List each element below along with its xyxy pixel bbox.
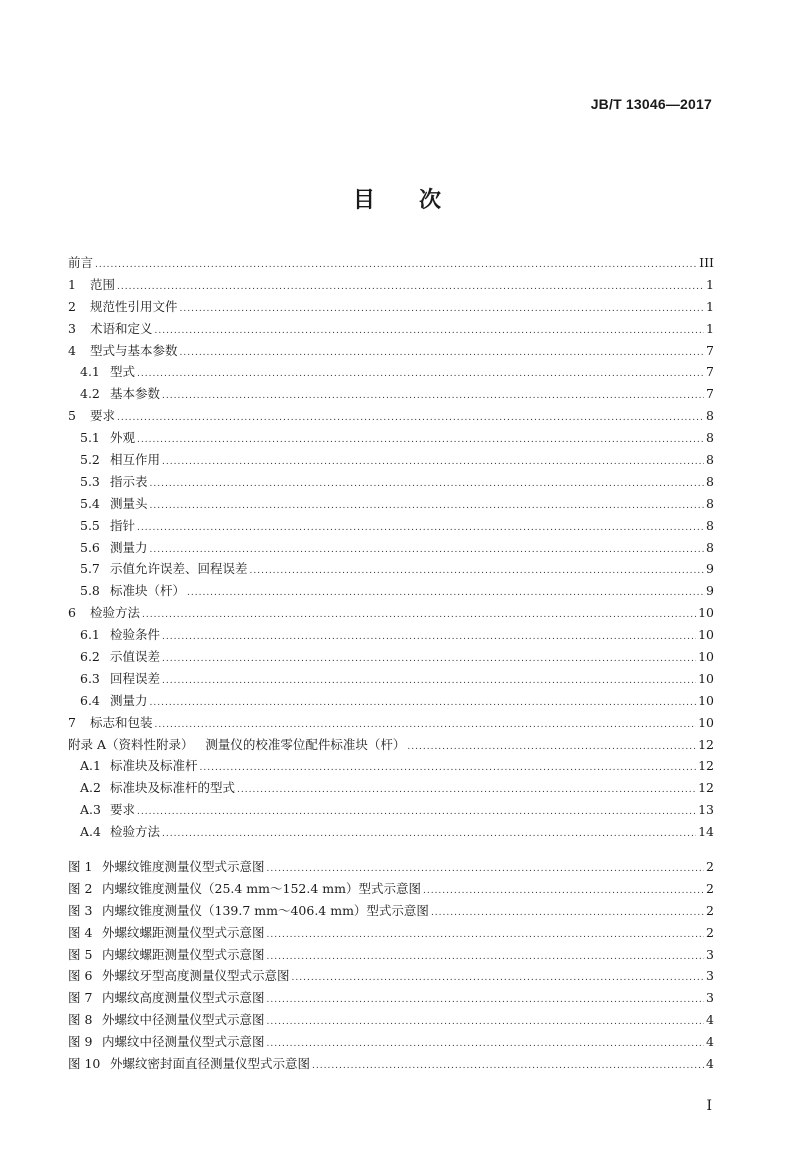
entry-page: 8 bbox=[706, 539, 714, 555]
toc-entry[interactable] bbox=[68, 558, 714, 580]
entry-number: 图 7 bbox=[68, 990, 93, 1006]
dot-leader bbox=[187, 583, 704, 605]
dot-leader bbox=[162, 386, 704, 408]
entry-page: 3 bbox=[706, 990, 714, 1006]
figures-list bbox=[68, 856, 714, 1075]
entry-page: 1 bbox=[706, 298, 714, 314]
toc-entry[interactable] bbox=[68, 580, 714, 602]
entry-label: 型式与基本参数 bbox=[90, 342, 178, 358]
entry-label: 外观 bbox=[110, 430, 136, 446]
entry-page: 8 bbox=[706, 408, 714, 424]
dot-leader bbox=[142, 605, 696, 627]
dot-leader bbox=[267, 990, 704, 1012]
entry-label: 标准块及标准杆的型式 bbox=[110, 780, 236, 796]
dot-leader bbox=[267, 947, 704, 969]
figure-entry[interactable] bbox=[68, 1009, 714, 1031]
toc-entry[interactable] bbox=[68, 471, 714, 493]
entry-label: 示值允许误差、回程误差 bbox=[110, 561, 248, 577]
entry-label: 回程误差 bbox=[110, 670, 161, 686]
dot-leader bbox=[237, 780, 696, 802]
entry-page: 7 bbox=[706, 386, 714, 402]
dot-leader bbox=[162, 627, 696, 649]
entry-label: 外螺纹密封面直径测量仪型式示意图 bbox=[110, 1056, 311, 1072]
entry-label: 附录 A（资料性附录） 测量仪的校准零位配件标准块（杆） bbox=[68, 736, 406, 752]
dot-leader bbox=[200, 758, 697, 780]
entry-label: 前言 bbox=[68, 255, 94, 270]
entry-label: 测量力 bbox=[110, 692, 148, 708]
entry-label: 规范性引用文件 bbox=[90, 298, 178, 314]
entry-number: 3 bbox=[68, 320, 76, 336]
toc-entry[interactable] bbox=[68, 252, 714, 274]
toc-entry[interactable] bbox=[68, 515, 714, 537]
entry-page: 9 bbox=[706, 583, 714, 599]
dot-leader bbox=[431, 903, 704, 925]
entry-number: 5.7 bbox=[80, 561, 100, 577]
dot-leader bbox=[267, 925, 704, 947]
entry-page: 13 bbox=[698, 802, 714, 818]
entry-label: 相互作用 bbox=[110, 452, 161, 468]
entry-page: 10 bbox=[698, 714, 714, 730]
entry-label: 内螺纹高度测量仪型式示意图 bbox=[102, 990, 265, 1006]
entry-label: 外螺纹锥度测量仪型式示意图 bbox=[102, 859, 265, 874]
entry-number: 5.8 bbox=[80, 583, 100, 599]
entry-number: 图 8 bbox=[68, 1012, 93, 1028]
entry-number: 5.2 bbox=[80, 452, 100, 468]
entry-number: 2 bbox=[68, 298, 76, 314]
entry-label: 指针 bbox=[110, 517, 136, 533]
entry-label: 内螺纹螺距测量仪型式示意图 bbox=[102, 946, 265, 962]
entry-number: 图 1 bbox=[68, 859, 93, 874]
toc-entry[interactable] bbox=[68, 646, 714, 668]
toc-entry[interactable] bbox=[68, 602, 714, 624]
toc-entry[interactable] bbox=[68, 690, 714, 712]
entry-page: 8 bbox=[706, 430, 714, 446]
entry-page: 12 bbox=[698, 758, 714, 774]
entry-number: A.3 bbox=[80, 802, 101, 818]
entry-page: 12 bbox=[698, 736, 714, 752]
figure-entry[interactable] bbox=[68, 1031, 714, 1053]
toc-title bbox=[0, 183, 794, 214]
entry-page: 10 bbox=[698, 670, 714, 686]
entry-page: III bbox=[699, 255, 714, 270]
entry-page: 2 bbox=[706, 924, 714, 940]
entry-number: 图 5 bbox=[68, 946, 93, 962]
entry-page: 14 bbox=[698, 824, 714, 840]
entry-page: 8 bbox=[706, 452, 714, 468]
dot-leader bbox=[162, 824, 696, 846]
dot-leader bbox=[407, 737, 696, 759]
entry-page: 12 bbox=[698, 780, 714, 796]
entry-label: 测量头 bbox=[110, 495, 148, 511]
document-code: JB/T 13046—2017 bbox=[590, 96, 712, 112]
figure-entry[interactable] bbox=[68, 878, 714, 900]
entry-page: 4 bbox=[706, 1012, 714, 1028]
contents-list bbox=[68, 252, 714, 843]
entry-label: 范围 bbox=[90, 276, 116, 292]
entry-number: 6.3 bbox=[80, 670, 100, 686]
dot-leader bbox=[137, 364, 704, 386]
entry-page: 2 bbox=[706, 880, 714, 896]
toc-title-char-2: 次 bbox=[419, 188, 442, 213]
toc-entry[interactable] bbox=[68, 274, 714, 296]
entry-label: 术语和定义 bbox=[90, 320, 153, 336]
entry-label: 基本参数 bbox=[110, 386, 161, 402]
entry-label: 测量力 bbox=[110, 539, 148, 555]
toc-entry[interactable] bbox=[68, 318, 714, 340]
entry-page: 8 bbox=[706, 495, 714, 511]
dot-leader bbox=[117, 408, 704, 430]
entry-page: 4 bbox=[706, 1056, 714, 1072]
entry-page: 4 bbox=[706, 1034, 714, 1050]
entry-label: 标志和包装 bbox=[90, 714, 153, 730]
entry-number: 图 10 bbox=[68, 1056, 101, 1072]
entry-page: 8 bbox=[706, 517, 714, 533]
toc-entry[interactable] bbox=[68, 405, 714, 427]
entry-page: 7 bbox=[706, 342, 714, 358]
entry-page: 10 bbox=[698, 627, 714, 643]
entry-number: 4.2 bbox=[80, 386, 100, 402]
entry-page: 2 bbox=[706, 902, 714, 918]
entry-page: 1 bbox=[706, 276, 714, 292]
figure-entry[interactable] bbox=[68, 922, 714, 944]
entry-page: 3 bbox=[706, 946, 714, 962]
entry-number: 6.1 bbox=[80, 627, 100, 643]
dot-leader bbox=[180, 343, 704, 365]
entry-label: 内螺纹中径测量仪型式示意图 bbox=[102, 1034, 265, 1050]
entry-page: 7 bbox=[706, 364, 714, 380]
entry-number: 5.6 bbox=[80, 539, 100, 555]
entry-number: 5 bbox=[68, 408, 76, 424]
toc-entry[interactable] bbox=[68, 712, 714, 734]
toc-title-char-1: 目 bbox=[352, 188, 375, 213]
toc-entry[interactable] bbox=[68, 755, 714, 777]
dot-leader bbox=[150, 474, 704, 496]
dot-leader bbox=[117, 277, 704, 299]
page-number: I bbox=[706, 1098, 712, 1114]
entry-number: 6.4 bbox=[80, 692, 100, 708]
dot-leader bbox=[95, 255, 697, 277]
entry-number: 图 9 bbox=[68, 1034, 93, 1050]
entry-page: 10 bbox=[698, 605, 714, 621]
entry-number: 图 2 bbox=[68, 880, 93, 896]
entry-label: 检验方法 bbox=[90, 605, 141, 621]
toc-entry[interactable] bbox=[68, 427, 714, 449]
dot-leader bbox=[137, 802, 696, 824]
entry-label: 标准块（杆） bbox=[110, 583, 186, 599]
toc-entry[interactable] bbox=[68, 734, 714, 756]
entry-label: 内螺纹锥度测量仪（139.7 mm～406.4 mm）型式示意图 bbox=[102, 902, 429, 918]
entry-label: 外螺纹中径测量仪型式示意图 bbox=[102, 1012, 265, 1028]
dot-leader bbox=[162, 452, 704, 474]
entry-label: 要求 bbox=[110, 802, 136, 818]
entry-number: 4 bbox=[68, 342, 76, 358]
entry-number: A.2 bbox=[80, 780, 101, 796]
entry-label: 示值误差 bbox=[110, 649, 161, 665]
toc-entry[interactable] bbox=[68, 383, 714, 405]
entry-label: 指示表 bbox=[110, 473, 148, 489]
entry-label: 要求 bbox=[90, 408, 116, 424]
entry-page: 1 bbox=[706, 320, 714, 336]
dot-leader bbox=[150, 693, 697, 715]
entry-label: 标准块及标准杆 bbox=[110, 758, 198, 774]
figure-entry[interactable] bbox=[68, 1053, 714, 1075]
entry-number: 图 6 bbox=[68, 968, 93, 984]
entry-number: A.1 bbox=[80, 758, 101, 774]
figure-entry[interactable] bbox=[68, 965, 714, 987]
entry-page: 2 bbox=[706, 859, 714, 874]
entry-number: 5.1 bbox=[80, 430, 100, 446]
dot-leader bbox=[267, 1012, 704, 1034]
entry-page: 8 bbox=[706, 473, 714, 489]
entry-number: 4.1 bbox=[80, 364, 100, 380]
figure-entry[interactable] bbox=[68, 900, 714, 922]
entry-page: 3 bbox=[706, 968, 714, 984]
entry-number: 1 bbox=[68, 276, 76, 292]
entry-label: 检验方法 bbox=[110, 824, 161, 840]
figure-entry[interactable] bbox=[68, 944, 714, 966]
dot-leader bbox=[292, 968, 704, 990]
toc-entry[interactable] bbox=[68, 777, 714, 799]
entry-page: 9 bbox=[706, 561, 714, 577]
dot-leader bbox=[137, 518, 704, 540]
figure-entry[interactable] bbox=[68, 856, 714, 878]
toc-entry[interactable] bbox=[68, 799, 714, 821]
dot-leader bbox=[267, 1034, 704, 1056]
entry-label: 内螺纹锥度测量仪（25.4 mm～152.4 mm）型式示意图 bbox=[102, 880, 421, 896]
entry-number: 5.4 bbox=[80, 495, 100, 511]
entry-number: 6.2 bbox=[80, 649, 100, 665]
dot-leader bbox=[162, 649, 696, 671]
entry-number: 6 bbox=[68, 605, 76, 621]
dot-leader bbox=[137, 430, 704, 452]
entry-number: 5.5 bbox=[80, 517, 100, 533]
entry-page: 10 bbox=[698, 649, 714, 665]
dot-leader bbox=[150, 496, 704, 518]
entry-label: 外螺纹牙型高度测量仪型式示意图 bbox=[102, 968, 290, 984]
dot-leader bbox=[312, 1056, 704, 1078]
dot-leader bbox=[155, 321, 704, 343]
entry-label: 外螺纹螺距测量仪型式示意图 bbox=[102, 924, 265, 940]
toc-entry[interactable] bbox=[68, 821, 714, 843]
dot-leader bbox=[180, 299, 704, 321]
entry-number: 7 bbox=[68, 714, 76, 730]
entry-number: A.4 bbox=[80, 824, 101, 840]
entry-label: 型式 bbox=[110, 364, 136, 380]
entry-label: 检验条件 bbox=[110, 627, 161, 643]
entry-number: 图 4 bbox=[68, 924, 93, 940]
toc-entry[interactable] bbox=[68, 668, 714, 690]
toc-entry[interactable] bbox=[68, 361, 714, 383]
entry-number: 图 3 bbox=[68, 902, 93, 918]
toc-entry[interactable] bbox=[68, 296, 714, 318]
dot-leader bbox=[250, 561, 704, 583]
entry-page: 10 bbox=[698, 692, 714, 708]
toc-entry[interactable] bbox=[68, 537, 714, 559]
entry-number: 5.3 bbox=[80, 473, 100, 489]
figure-entry[interactable] bbox=[68, 987, 714, 1009]
toc-entry[interactable] bbox=[68, 340, 714, 362]
toc-entry[interactable] bbox=[68, 624, 714, 646]
dot-leader bbox=[423, 881, 704, 903]
toc-entry[interactable] bbox=[68, 449, 714, 471]
toc-entry[interactable] bbox=[68, 493, 714, 515]
dot-leader bbox=[162, 671, 696, 693]
